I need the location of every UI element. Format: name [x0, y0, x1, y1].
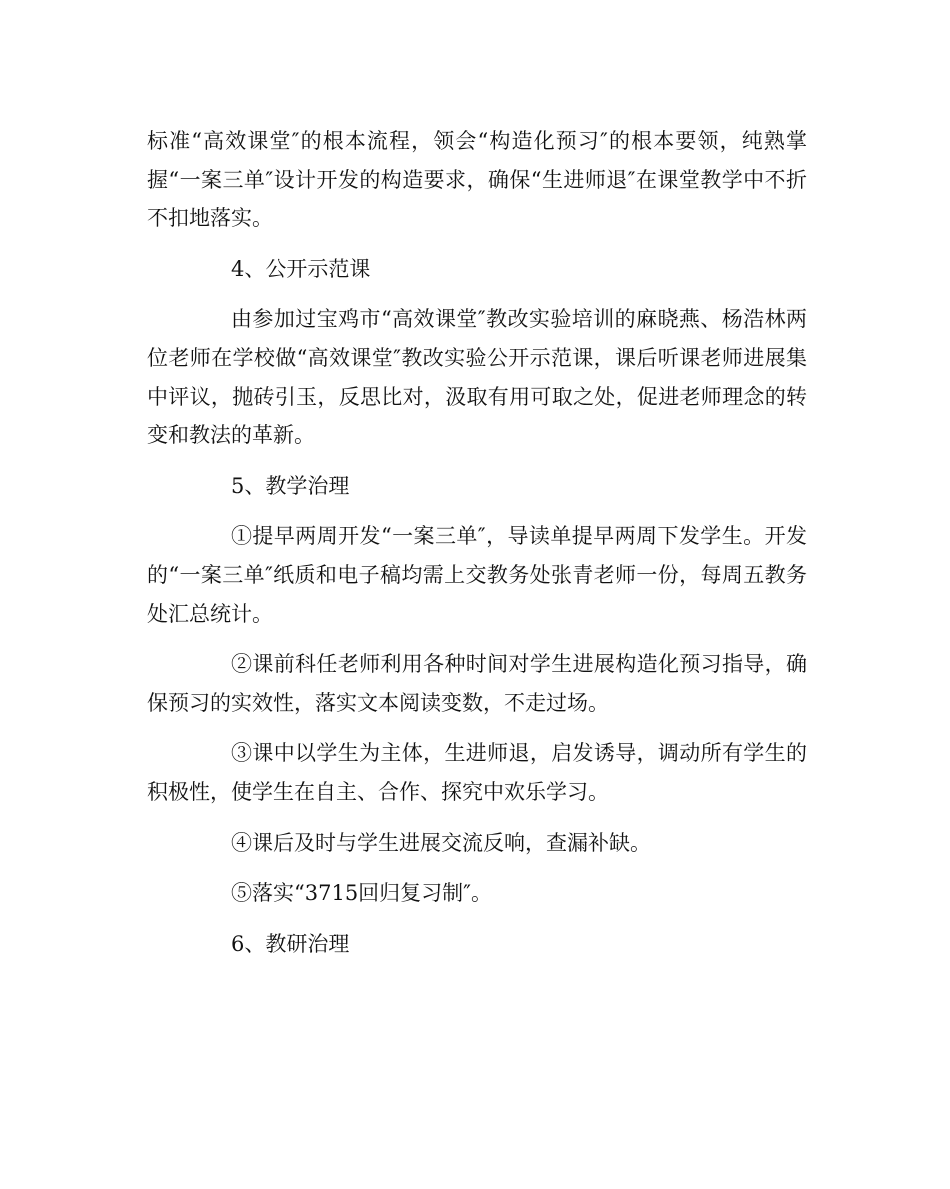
paragraph-item-3: ③课中以学生为主体，生进师退，启发诱导，调动所有学生的积极性，使学生在自主、合作、探究中欢乐学习。: [147, 741, 807, 804]
paragraph-item-1: ①提早两周开发“一案三单″，导读单提早两周下发学生。开发的“一案三单″纸质和电子稿均需上交教务处张青老师一份，每周五教务处汇总统计。: [147, 524, 807, 626]
document-body: [147, 122, 807, 963]
section-heading-6: 6、教研治理: [231, 931, 350, 956]
paragraph-item-5: ⑤落实“3715回归复习制″。: [231, 881, 493, 906]
paragraph-item-4: ④课后及时与学生进展交流反响，查漏补缺。: [231, 830, 651, 855]
section-heading-5: 5、教学治理: [231, 473, 350, 498]
section-heading-4: 4、公开示范课: [231, 256, 371, 281]
paragraph-continuation: 标准“高效课堂″的根本流程，领会“构造化预习″的根本要领，纯熟掌握“一案三单″设计开发的构造要求，确保“生进师退″在课堂教学中不折不扣地落实。: [147, 129, 807, 231]
paragraph-demo-class: 由参加过宝鸡市“高效课堂″教改实验培训的麻晓燕、杨浩林两位老师在学校做“高效课堂″教改实验公开示范课，课后听课老师进展集中评议，抛砖引玉，反思比对，汲取有用可取之处，促进老师理念的转变和教法的革新。: [147, 307, 807, 448]
paragraph-item-2: ②课前科任老师利用各种时间对学生进展构造化预习指导，确保预习的实效性，落实文本阅读变数，不走过场。: [147, 652, 807, 715]
